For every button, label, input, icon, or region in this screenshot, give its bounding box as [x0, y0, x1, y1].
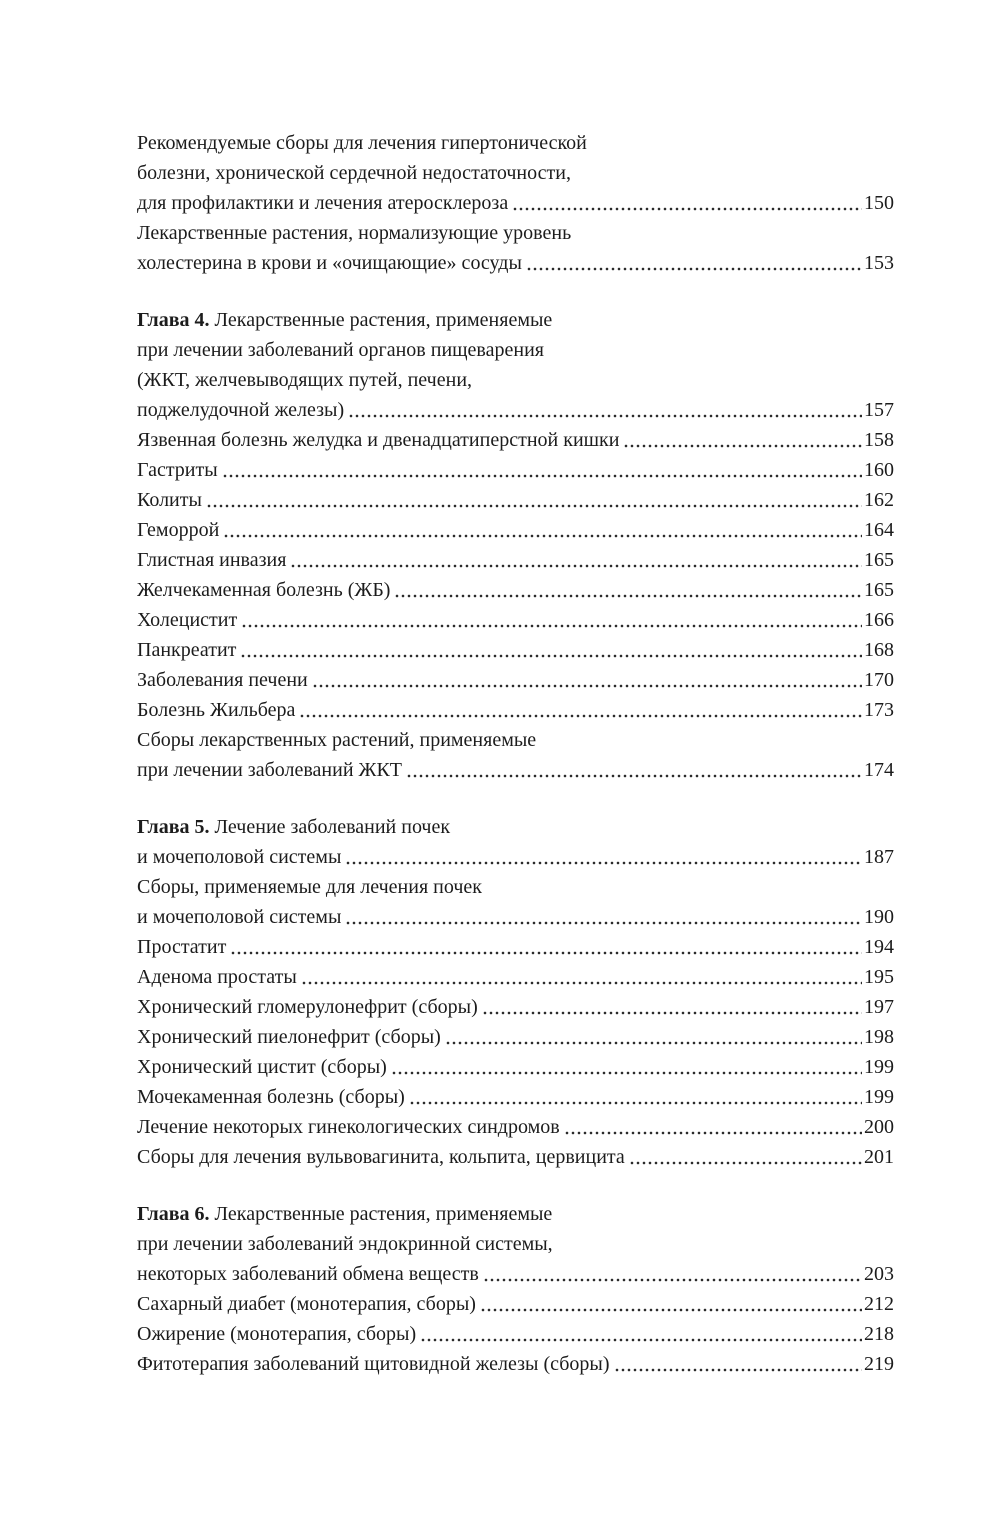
toc-entry-line-last	[137, 1319, 894, 1349]
toc-entry-text: Желчекаменная болезнь (ЖБ)	[137, 579, 391, 601]
toc-entry-text: при лечении заболеваний эндокринной системы,	[137, 1233, 553, 1255]
toc-entry	[137, 1289, 894, 1319]
toc-entry	[137, 1142, 894, 1172]
toc-entry	[137, 1082, 894, 1112]
page-number: 218	[864, 1323, 894, 1345]
toc-entry-text: Глистная инвазия	[137, 549, 287, 571]
toc-entry-text: Панкреатит	[137, 639, 237, 661]
toc-entry	[137, 962, 894, 992]
dot-leader	[483, 1259, 862, 1289]
toc-entry	[137, 812, 894, 872]
toc-entry-line-last	[137, 248, 894, 278]
toc-entry-line-last	[137, 1349, 894, 1379]
toc-entry-text: Хронический цистит (сборы)	[137, 1056, 387, 1078]
chapter-label: Глава 6.	[137, 1203, 215, 1225]
toc-entry-line	[137, 365, 894, 395]
toc-entry-line-last	[137, 635, 894, 665]
dot-leader	[391, 1052, 862, 1082]
toc-entry-line-last	[137, 842, 894, 872]
dot-leader	[482, 992, 862, 1022]
toc-entry-line-last	[137, 395, 894, 425]
page-number: 195	[864, 966, 894, 988]
page-number: 199	[864, 1086, 894, 1108]
toc-entry-line	[137, 158, 894, 188]
page-number: 219	[864, 1353, 894, 1375]
toc-entry-line-last	[137, 932, 894, 962]
page-number: 170	[864, 669, 894, 691]
page-number: 199	[864, 1056, 894, 1078]
toc-entry	[137, 1319, 894, 1349]
page-number: 197	[864, 996, 894, 1018]
toc-entry-line	[137, 128, 894, 158]
toc-entry-line	[137, 1229, 894, 1259]
page-number: 201	[864, 1146, 894, 1168]
dot-leader	[394, 575, 862, 605]
dot-leader	[290, 545, 862, 575]
dot-leader	[406, 755, 862, 785]
dot-leader	[564, 1112, 862, 1142]
toc-entry-line-last	[137, 1112, 894, 1142]
toc-entry-text: Сборы, применяемые для лечения почек	[137, 876, 482, 898]
toc-entry	[137, 1022, 894, 1052]
toc-entry-text: при лечении заболеваний ЖКТ	[137, 759, 402, 781]
toc-entry	[137, 1199, 894, 1289]
page-number: 153	[864, 252, 894, 274]
toc-entry-text: некоторых заболеваний обмена веществ	[137, 1263, 479, 1285]
toc-entry-text: Хронический гломерулонефрит (сборы)	[137, 996, 478, 1018]
toc-entry-line-last	[137, 1052, 894, 1082]
toc-entry-line-last	[137, 188, 894, 218]
dot-leader	[223, 515, 862, 545]
toc-entry-line-last	[137, 665, 894, 695]
page-number: 187	[864, 846, 894, 868]
toc-entry-text: Ожирение (монотерапия, сборы)	[137, 1323, 417, 1345]
toc-entry-line-last	[137, 755, 894, 785]
toc-entry	[137, 485, 894, 515]
toc-entry	[137, 635, 894, 665]
toc-entry-text: холестерина в крови и «очищающие» сосуды	[137, 252, 522, 274]
toc-entry-text: Аденома простаты	[137, 966, 297, 988]
toc-entry-line-last	[137, 992, 894, 1022]
toc-entry-line-last	[137, 515, 894, 545]
toc-entry-line-last	[137, 1082, 894, 1112]
dot-leader	[409, 1082, 862, 1112]
dot-leader	[301, 962, 862, 992]
page-number: 150	[864, 192, 894, 214]
page-number: 157	[864, 399, 894, 421]
dot-leader	[345, 842, 862, 872]
toc-entry-text: для профилактики и лечения атеросклероза	[137, 192, 509, 214]
dot-leader	[230, 932, 862, 962]
toc-entry-line-last	[137, 1259, 894, 1289]
toc-entry-text: Сахарный диабет (монотерапия, сборы)	[137, 1293, 476, 1315]
toc-entry	[137, 1112, 894, 1142]
dot-leader	[345, 902, 862, 932]
toc-entry-line-last	[137, 695, 894, 725]
toc	[137, 128, 894, 1379]
toc-entry-line	[137, 305, 894, 335]
toc-entry-text: Сборы для лечения вульвовагинита, кольпита, цервицита	[137, 1146, 625, 1168]
dot-leader	[222, 455, 862, 485]
dot-leader	[629, 1142, 862, 1172]
toc-entry-line-last	[137, 545, 894, 575]
toc-entry-text: Хронический пиелонефрит (сборы)	[137, 1026, 441, 1048]
toc-entry-text: Колиты	[137, 489, 202, 511]
toc-entry-line	[137, 725, 894, 755]
dot-leader	[614, 1349, 863, 1379]
toc-entry-text: и мочеполовой системы	[137, 906, 342, 928]
toc-entry	[137, 872, 894, 932]
page-number: 203	[864, 1263, 894, 1285]
toc-entry-line-last	[137, 455, 894, 485]
toc-entry-text: Рекомендуемые сборы для лечения гипертонической	[137, 132, 587, 154]
toc-entry-line	[137, 872, 894, 902]
toc-entry	[137, 1349, 894, 1379]
toc-entry-line-last	[137, 962, 894, 992]
toc-entry	[137, 725, 894, 785]
dot-leader	[241, 605, 862, 635]
toc-entry	[137, 305, 894, 425]
toc-entry-text: Гастриты	[137, 459, 218, 481]
page-number: 165	[864, 579, 894, 601]
dot-leader	[312, 665, 862, 695]
toc-entry-line-last	[137, 1289, 894, 1319]
toc-entry	[137, 665, 894, 695]
toc-entry-text: Болезнь Жильбера	[137, 699, 296, 721]
toc-entry-text: поджелудочной железы)	[137, 399, 345, 421]
toc-entry-text: Лекарственные растения, применяемые	[214, 309, 553, 331]
toc-entry-line	[137, 1199, 894, 1229]
page-number: 190	[864, 906, 894, 928]
dot-leader	[480, 1289, 862, 1319]
chapter-label: Глава 5.	[137, 816, 215, 838]
toc-entry	[137, 992, 894, 1022]
toc-entry	[137, 932, 894, 962]
page-number: 173	[864, 699, 894, 721]
toc-entry	[137, 545, 894, 575]
toc-entry-text: Сборы лекарственных растений, применяемые	[137, 729, 537, 751]
toc-entry-line-last	[137, 1142, 894, 1172]
chapter-label: Глава 4.	[137, 309, 215, 331]
dot-leader	[623, 425, 862, 455]
toc-entry	[137, 575, 894, 605]
page-number: 162	[864, 489, 894, 511]
page-number: 168	[864, 639, 894, 661]
toc-entry	[137, 515, 894, 545]
toc-entry	[137, 605, 894, 635]
toc-entry	[137, 695, 894, 725]
toc-entry	[137, 218, 894, 278]
dot-leader	[445, 1022, 862, 1052]
toc-entry-line-last	[137, 425, 894, 455]
toc-entry-line-last	[137, 575, 894, 605]
toc-entry-text: Лекарственные растения, нормализующие уровень	[137, 222, 572, 244]
dot-leader	[420, 1319, 862, 1349]
page-number: 160	[864, 459, 894, 481]
toc-entry-text: Лекарственные растения, применяемые	[214, 1203, 553, 1225]
toc-entry-line-last	[137, 605, 894, 635]
page-number: 164	[864, 519, 894, 541]
toc-entry-text: Геморрой	[137, 519, 220, 541]
toc-entry-text: Холецистит	[137, 609, 238, 631]
toc-entry-text: Заболевания печени	[137, 669, 308, 691]
toc-entry-text: Фитотерапия заболеваний щитовидной железы (сборы)	[137, 1353, 610, 1375]
page-number: 158	[864, 429, 894, 451]
toc-entry-line-last	[137, 485, 894, 515]
toc-entry-line-last	[137, 1022, 894, 1052]
toc-entry-text: Лечение некоторых гинекологических синдромов	[137, 1116, 560, 1138]
page-number: 165	[864, 549, 894, 571]
page-number: 198	[864, 1026, 894, 1048]
dot-leader	[526, 248, 862, 278]
toc-entry-text: Мочекаменная болезнь (сборы)	[137, 1086, 405, 1108]
page-number: 212	[864, 1293, 894, 1315]
toc-entry-text: болезни, хронической сердечной недостаточности,	[137, 162, 571, 184]
page-number: 166	[864, 609, 894, 631]
page-number: 174	[864, 759, 894, 781]
toc-entry	[137, 455, 894, 485]
toc-entry-text: Язвенная болезнь желудка и двенадцатиперстной кишки	[137, 429, 620, 451]
toc-entry-text: и мочеполовой системы	[137, 846, 342, 868]
toc-entry-text: Лечение заболеваний почек	[214, 816, 451, 838]
toc-entry	[137, 425, 894, 455]
page-number: 200	[864, 1116, 894, 1138]
dot-leader	[299, 695, 862, 725]
toc-entry-text: при лечении заболеваний органов пищеварения	[137, 339, 544, 361]
toc-entry-line	[137, 812, 894, 842]
dot-leader	[206, 485, 862, 515]
toc-entry-line-last	[137, 902, 894, 932]
toc-entry	[137, 1052, 894, 1082]
page-number: 194	[864, 936, 894, 958]
toc-entry-line	[137, 218, 894, 248]
toc-entry-text: Простатит	[137, 936, 227, 958]
toc-entry	[137, 128, 894, 218]
dot-leader	[240, 635, 862, 665]
toc-entry-line	[137, 335, 894, 365]
dot-leader	[512, 188, 862, 218]
dot-leader	[348, 395, 862, 425]
toc-entry-text: (ЖКТ, желчевыводящих путей, печени,	[137, 369, 473, 391]
